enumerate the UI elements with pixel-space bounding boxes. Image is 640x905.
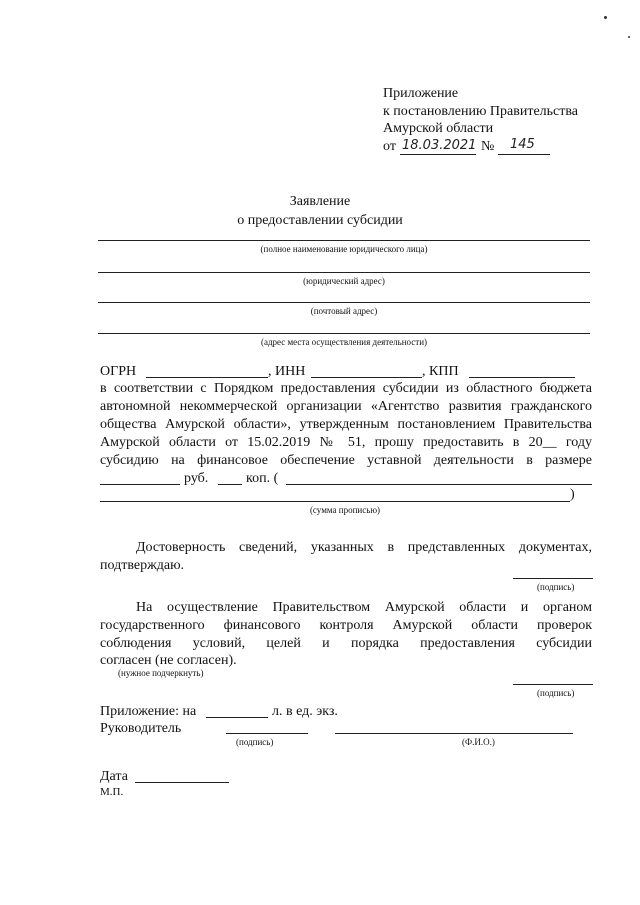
postal-address-line <box>98 302 590 303</box>
consent-line-4: согласен (не согласен). <box>100 653 237 668</box>
header-number-handwritten: 145 <box>510 137 535 152</box>
number-underline <box>498 154 550 155</box>
header-date-handwritten: 18.03.2021 <box>402 138 477 153</box>
date-underline <box>400 154 476 155</box>
body-line-3: общества Амурской области», утвержденным постановлением Правительства <box>100 417 592 432</box>
rub-blank <box>100 484 180 485</box>
document-subtitle: о предоставлении субсидии <box>237 213 403 228</box>
legal-address-line <box>98 272 590 273</box>
postal-address-caption: (почтовый адрес) <box>310 306 378 316</box>
amount-caption: (сумма прописью) <box>309 505 381 515</box>
kop-blank <box>218 484 242 485</box>
body-line-5: субсидию на финансовое обеспечение уставной деятельности в размере <box>100 453 592 468</box>
legal-address-caption: (юридический адрес) <box>303 276 385 286</box>
header-line-1: Приложение <box>383 86 459 101</box>
consent-signature-line <box>513 684 593 685</box>
head-signature-caption: (подпись) <box>236 737 274 747</box>
attachment-suffix: л. в ед. экз. <box>272 704 338 719</box>
scan-speck <box>604 16 607 19</box>
header-date-prefix: от <box>383 139 396 154</box>
kpp-label: , КПП <box>422 364 459 379</box>
body-line-1: в соответствии с Порядком предоставления субсидии из областного бюджета <box>100 381 592 396</box>
kop-label: коп. ( <box>246 471 279 486</box>
consent-line-2: государственного финансового контроля Амурской области проверок <box>100 618 592 633</box>
date-blank <box>135 782 229 783</box>
ogrn-blank <box>146 377 268 378</box>
confirm-line-1: Достоверность сведений, указанных в представленных документах, <box>136 540 592 555</box>
header-number-sign: № <box>481 139 495 154</box>
header-line-3: Амурской области <box>383 121 494 136</box>
stamp-label: М.П. <box>100 786 124 798</box>
activity-address-caption: (адрес места осуществления деятельности) <box>260 337 428 347</box>
head-label: Руководитель <box>100 721 182 736</box>
attachment-prefix: Приложение: на <box>100 704 197 719</box>
rub-label: руб. <box>184 471 209 486</box>
head-name-caption: (Ф.И.О.) <box>462 737 495 747</box>
confirm-signature-line <box>513 578 593 579</box>
date-label: Дата <box>100 769 128 784</box>
kpp-blank <box>469 377 575 378</box>
confirm-line-2: подтверждаю. <box>100 558 185 573</box>
inn-blank <box>311 377 422 378</box>
consent-line-1: На осуществление Правительством Амурской области и органом <box>136 600 592 615</box>
attachment-blank <box>206 717 268 718</box>
header-line-2: к постановлению Правительства <box>383 104 579 119</box>
head-signature-line <box>226 733 308 734</box>
legal-name-caption: (полное наименование юридического лица) <box>260 244 428 254</box>
ogrn-label: ОГРН <box>100 364 137 379</box>
inn-label: , ИНН <box>268 364 306 379</box>
amount-line-2 <box>100 501 570 502</box>
head-name-line <box>335 733 573 734</box>
consent-signature-caption: (подпись) <box>537 688 575 698</box>
legal-name-line <box>98 240 590 241</box>
consent-underline-note: (нужное подчеркнуть) <box>118 668 204 678</box>
activity-address-line <box>98 333 590 334</box>
confirm-signature-caption: (подпись) <box>537 582 575 592</box>
body-line-4: Амурской области от 15.02.2019 № 51, прошу предоставить в 20__ году <box>100 435 592 450</box>
document-title: Заявление <box>289 194 351 209</box>
consent-line-3: соблюдения условий, целей и порядка предоставления субсидии <box>100 636 592 651</box>
scan-speck <box>628 36 630 38</box>
body-line-2: автономной некоммерческой организации «Агентство развития гражданского <box>100 399 592 414</box>
amount-line-1 <box>286 484 592 485</box>
amount-close-paren: ) <box>570 487 575 502</box>
